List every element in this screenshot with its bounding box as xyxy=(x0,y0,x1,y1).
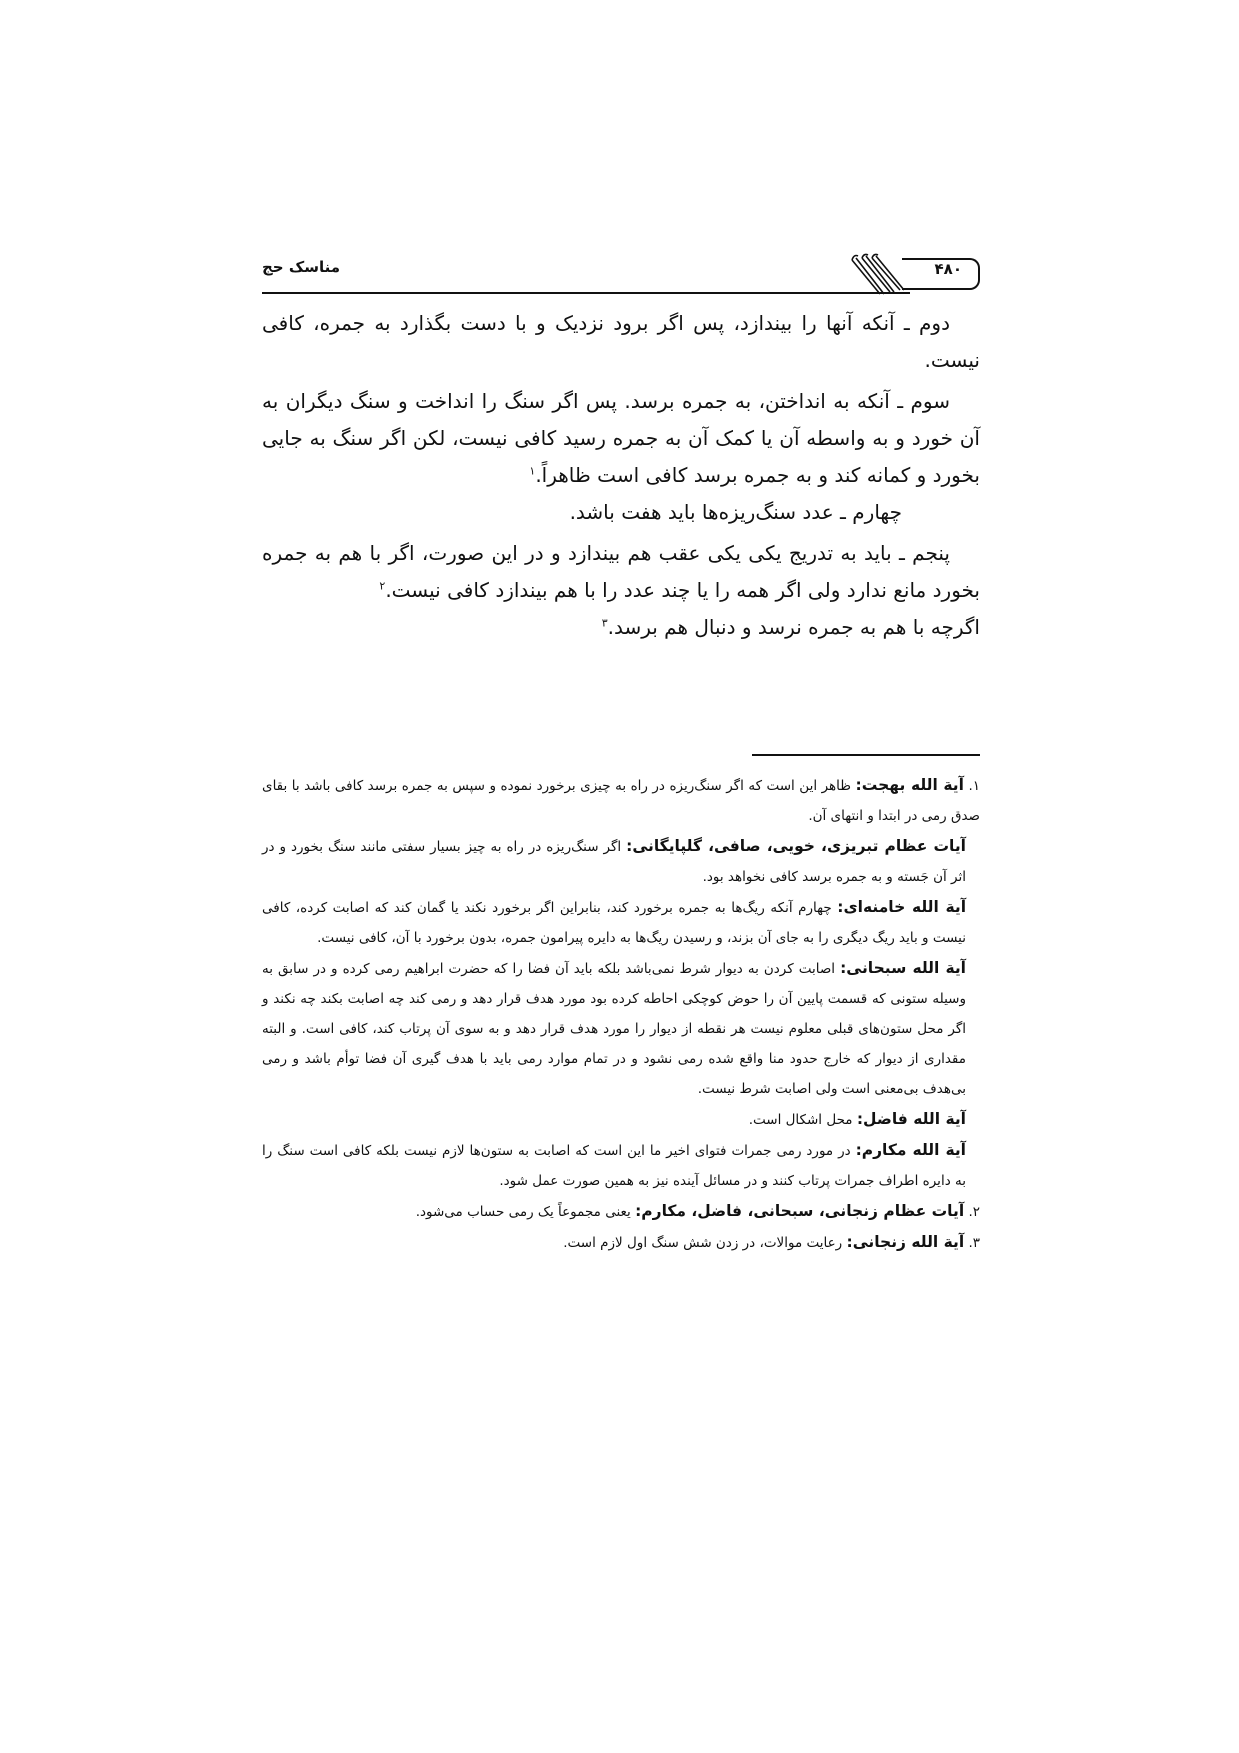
paragraph-4 xyxy=(262,494,980,531)
header-rule xyxy=(262,292,910,294)
footnote-text: یعنی مجموعاً یک رمی حساب می‌شود. xyxy=(415,1204,631,1220)
paragraph-text: سوم ـ آنکه به انداختن، به جمره برسد. پس اگر سنگ را انداخت و سنگ دیگران به آن خورد و به واسطه آن یا کمک آن به جمره رسید کافی نیست، لکن اگر سنگ به جایی بخورد و کمانه کند و به جمره برسد کافی است ظاهراً. xyxy=(262,389,980,487)
footnote-item xyxy=(262,892,980,953)
paragraph-3 xyxy=(262,383,980,494)
footnote-authority: آیة الله فاضل: xyxy=(856,1110,966,1128)
footnote-authority: آیة الله مکارم: xyxy=(855,1141,966,1159)
paragraph-text: پنجم ـ باید به تدریج یکی یکی عقب هم بیندازد و در این صورت، اگر با هم به جمره بخورد مانع ندارد ولی اگر همه را یا چند عدد را با هم بیندازد کافی نیست. xyxy=(262,541,980,602)
footnote-text: اگر سنگ‌ریزه در راه به چیز بسیار سفتی مانند سنگ بخورد و در اثر آن جَسته و به جمره برسد کافی نخواهد بود. xyxy=(262,839,966,885)
page-header xyxy=(262,256,980,294)
footnote-item xyxy=(262,953,980,1104)
footnote-item xyxy=(262,831,980,892)
paragraph-5 xyxy=(262,535,980,646)
footnote-item xyxy=(262,1227,980,1258)
footnote-authority: آیات عظام زنجانی، سبحانی، فاضل، مکارم: xyxy=(635,1202,965,1220)
footnote-separator xyxy=(752,754,980,756)
footnote-authority: آیة الله بهجت: xyxy=(855,776,964,794)
footnote-ref[interactable]: ۱ xyxy=(529,464,536,478)
footnote-text: محل اشکال است. xyxy=(748,1112,853,1128)
footnote-authority: آیات عظام تبریزی، خویی، صافی، گلپایگانی: xyxy=(626,837,966,855)
footnote-ref[interactable]: ۲ xyxy=(379,579,386,593)
page-number: ۴۸۰ xyxy=(934,260,962,278)
footnotes xyxy=(262,770,980,1258)
footnote-authority: آیة الله خامنه‌ای: xyxy=(837,898,967,916)
footnote-text: رعایت موالات، در زدن شش سنگ اول لازم است. xyxy=(563,1235,843,1251)
main-text xyxy=(262,305,980,646)
footnote-item xyxy=(262,770,980,831)
footnote-text: اصابت کردن به دیوار شرط نمی‌باشد بلکه باید آن فضا را که حضرت ابراهیم رمی کرده و در سابق به وسیله ستونی که قسمت پایین آن را حوض کوچکی احاطه کرده بود مورد هدف قرار دهد و رمی کند چه اصابت بکند چه نکند و اگر محل ستون‌های قبلی معلوم نیست هر نقطه از دیوار را مورد هدف قرار دهد و به سوی آن پرتاب کند، کافی است. و البته مقداری از دیوار که خارج حدود منا واقع شده رمی نشود و در تمام موارد رمی باید با هدف گیری آن فضا توأم باشد و رمی بی‌هدف بی‌معنی است ولی اصابت شرط نیست. xyxy=(262,961,966,1097)
footnote-authority: آیة الله سبحانی: xyxy=(840,959,966,977)
footnote-text: چهارم آنکه ریگ‌ها به جمره برخورد کند، بنابراین اگر برخورد نکند یا گمان کند که اصابت کرده، کافی نیست و باید ریگ دیگری را به جای آن بزند، و رسیدن ریگ‌ها به دایره پیرامون جمره، بدون برخورد با آن، کافی نیست. xyxy=(262,900,966,946)
running-title: مناسک حج xyxy=(262,258,340,276)
footnote-number: ۲. xyxy=(968,1204,980,1220)
footnote-number: ۳. xyxy=(968,1235,980,1251)
footnote-item xyxy=(262,1135,980,1196)
footnote-number: ۱. xyxy=(968,778,981,794)
footnote-text: در مورد رمی جمرات فتوای اخیر ما این است که اصابت به ستون‌ها لازم نیست بلکه کافی است سنگ را به دایره اطراف جمرات پرتاب کنند و در مسائل آینده نیز به همین صورت عمل شود. xyxy=(262,1143,966,1189)
footnote-ref[interactable]: ۳ xyxy=(601,616,608,630)
footnote-item xyxy=(262,1104,980,1135)
footnote-authority: آیة الله زنجانی: xyxy=(846,1233,965,1251)
paragraph-2 xyxy=(262,305,980,379)
paragraph-text: اگرچه با هم به جمره نرسد و دنبال هم برسد. xyxy=(607,615,980,639)
paragraph-text: دوم ـ آنکه آنها را بیندازد، پس اگر برود نزدیک و با دست بگذارد به جمره، کافی نیست. xyxy=(262,311,980,372)
paragraph-text: چهارم ـ عدد سنگ‌ریزه‌ها باید هفت باشد. xyxy=(569,500,902,524)
footnote-text: ظاهر این است که اگر سنگ‌ریزه در راه به چیزی برخورد نموده و سپس به جمره برسد کافی باشد با بقای صدق رمی در ابتدا و انتهای آن. xyxy=(262,778,980,824)
footnote-item xyxy=(262,1196,980,1227)
